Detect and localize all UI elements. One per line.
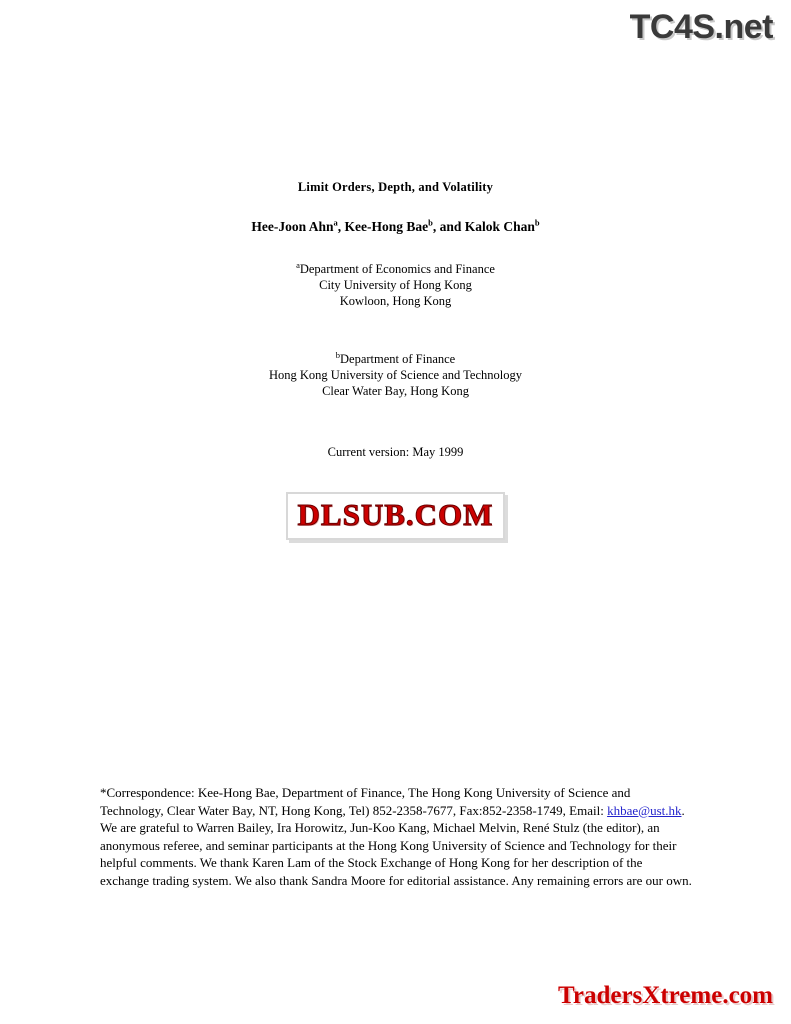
footnote-line-2: Technology, Clear Water Bay, NT, Hong Kong, Tel) 852-2358-7677, Fax:852-2358-1749, Email: bbox=[100, 802, 604, 818]
affiliation-a-marker: a bbox=[296, 260, 300, 270]
footnote-line-7: her description of the exchange trading system. We also thank Sandra Moore for editorial assistance. bbox=[100, 855, 643, 888]
affiliation-b-line2: Hong Kong University of Science and Technology bbox=[268, 368, 522, 383]
footnote-email-period: . bbox=[681, 802, 685, 818]
author-affil-marker-b1: b bbox=[428, 217, 433, 228]
footnote-line-4: We are grateful to Warren Bailey, Ira Horowitz, Jun-Koo Kang, Michael Melvin, René Stulz (the bbox=[100, 820, 603, 836]
affiliation-a-line3: Kowloon, Hong Kong bbox=[339, 294, 452, 309]
author-name-1: Hee-Joon Ahn bbox=[251, 219, 334, 234]
author-list bbox=[0, 219, 791, 235]
affiliation-b-dept: Department of Finance bbox=[340, 352, 456, 367]
affiliation-spacer bbox=[0, 309, 791, 325]
affiliation-b bbox=[0, 347, 791, 399]
author-name-2: , Kee-Hong Bae bbox=[337, 219, 429, 234]
email-link[interactable]: khbae@ust.hk bbox=[607, 802, 682, 818]
page-title: Limit Orders, Depth, and Volatility bbox=[297, 180, 494, 194]
version-date: Current version: May 1999 bbox=[327, 445, 464, 460]
title-block bbox=[0, 180, 791, 460]
footnote-line-1: *Correspondence: Kee-Hong Bae, Department of Finance, The Hong Kong University of Science and bbox=[100, 785, 631, 800]
affiliation-a-line1 bbox=[0, 257, 791, 277]
author-affil-marker-a: a bbox=[333, 217, 338, 228]
correspondence-footnote bbox=[100, 784, 692, 890]
author-affil-marker-b2: b bbox=[534, 217, 540, 228]
affiliation-b-line1 bbox=[0, 347, 791, 367]
footnote-line-8: Any remaining errors are our own. bbox=[511, 872, 692, 888]
affiliation-a-dept: Department of Economics and Finance bbox=[299, 262, 495, 277]
affiliation-a-line2: City University of Hong Kong bbox=[319, 278, 472, 293]
affiliation-a bbox=[0, 257, 791, 309]
watermark-center bbox=[0, 492, 791, 540]
author-name-3: , and Kalok Chan bbox=[432, 219, 535, 234]
affiliation-b-marker: b bbox=[335, 350, 340, 361]
watermark-top-right: TC4S.net bbox=[629, 8, 773, 46]
footnote-line-5: editor), an anonymous referee, and seminar participants at the Hong Kong University of Science and bbox=[100, 820, 660, 853]
footnote-line-6: Technology for their helpful comments. We thank Karen Lam of the Stock Exchange of Hong Kong for bbox=[100, 837, 677, 871]
affiliation-b-line3: Clear Water Bay, Hong Kong bbox=[322, 384, 469, 399]
dlsub-logo: DLSUB.COM bbox=[286, 492, 506, 540]
watermark-bottom-right: TradersXtreme.com bbox=[558, 982, 773, 1009]
